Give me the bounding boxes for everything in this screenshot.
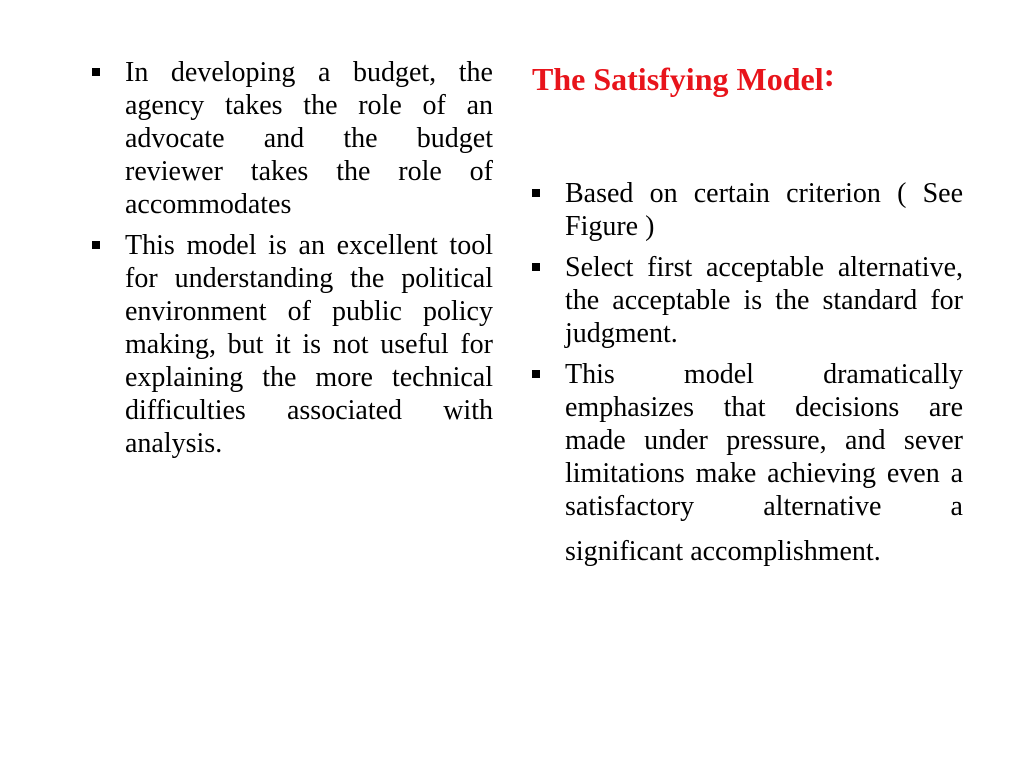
heading-text: The Satisfying Model: [532, 61, 824, 97]
bullet-text: Based on certain criterion ( See Figure ): [565, 178, 963, 242]
section-heading: [532, 56, 963, 99]
left-column: [92, 56, 493, 468]
list-item: [92, 56, 493, 221]
list-item: [532, 251, 963, 350]
list-item: [92, 229, 493, 460]
right-column: [532, 56, 963, 576]
list-item: [532, 177, 963, 243]
bullet-text: Select first acceptable alternative, the acceptable is the standard for judgment.: [565, 252, 963, 349]
square-bullet-icon: [532, 370, 540, 378]
right-bullet-list: [532, 177, 963, 568]
bullet-text: This model is an excellent tool for understanding the political environment of public policy making, but it is not useful for explaining the more technical difficulties associated with analysis.: [125, 230, 493, 459]
square-bullet-icon: [532, 189, 540, 197]
square-bullet-icon: [92, 241, 100, 249]
bullet-text-tail: significant accomplishment.: [565, 536, 881, 567]
square-bullet-icon: [92, 68, 100, 76]
bullet-text: In developing a budget, the agency takes the role of an advocate and the budget reviewer takes the role of accommodates: [125, 57, 493, 220]
left-bullet-list: [92, 56, 493, 460]
list-item: [532, 358, 963, 568]
square-bullet-icon: [532, 263, 540, 271]
heading-colon: :: [823, 57, 835, 94]
bullet-text: This model dramatically emphasizes that decisions are made under pressure, and sever limitations make achieving even a satisfactory alternative a: [565, 359, 963, 522]
